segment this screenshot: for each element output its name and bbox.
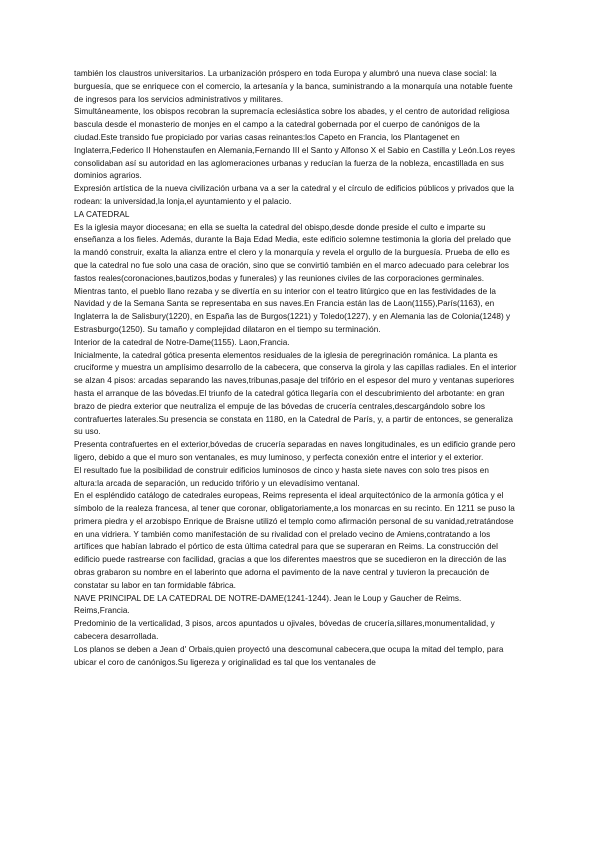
section-heading-catedral: LA CATEDRAL — [74, 209, 130, 219]
paragraph-iglesia-mayor: Es la iglesia mayor diocesana; en ella se suelta la catedral del obispo,desde donde preside el culto e imparte su enseñanza a los fieles. Además, durante la Baja Edad Media, este edificio solemne testimonia la gloria del prelado que la mandó construir, exalta la alianza entre el clero y la monarquía y revela el orgullo de la burguesía. Prueba de ello es que la catedral no fue solo una casa de oración, sino que se convirtió también en el marco adecuado para celebrar los fastos reales(coronaciones,bautizos,bodas y funerales) y las reuniones civiles de las corporaciones germinales. Mientras tanto, el pueblo llano rezaba y se divertía en su interior con el teatro litúrgico que en las festividades de la Navidad y de la Semana Santa se representaba en sus naves.En Francia están las de Laon(1155),París(1163), en Inglaterra la de Salisbury(1220), en España las de Burgos(1221) y Toledo(1227), y en Alemania las de Colonia(1248) y Estrasburgo(1250). Su tamaño y complejidad dilataron en el tiempo su terminación. — [74, 222, 511, 334]
paragraph-resultado: El resultado fue la posibilidad de construir edificios luminosos de cinco y hasta siete naves con solo tres pisos en altura:la arcada de separación, un reducido trifório y un elevadísimo ventanal. — [74, 465, 489, 488]
paragraph-contrafuertes: Presenta contrafuertes en el exterior,bóvedas de crucería separadas en naves longitudinales, es un edificio grande pero ligero, debido a que el muro son ventanales, es muy luminoso, y perfecta conexión entre el interior y el exterior. — [74, 440, 516, 462]
paragraph-planos: Los planos se deben a Jean d' Orbais,quien proyectó una descomunal cabecera,que ocupa la mitad del templo, para ubicar el coro de canónigos.Su ligereza y originalidad es tal que los ventanales de — [74, 644, 504, 667]
caption-nave-principal: NAVE PRINCIPAL DE LA CATEDRAL DE NOTRE-DAME(1241-1244). Jean le Loup y Gaucher de Reims. Reims,Francia. — [74, 593, 462, 616]
caption-laon: Interior de la catedral de Notre-Dame(1155). Laon,Francia. — [74, 337, 290, 347]
paragraph-inicialmente: Inicialmente, la catedral gótica presenta elementos residuales de la iglesia de peregrinación románica. La planta es cruciforme y muestra un amplísimo desarrollo de la cabecera, que conserva la girola y las capillas radiales. En el interior se alzan 4 pisos: arcadas separando las naves,tribunas,pasaje del trifório en el espesor del muro y ventanas superiores hasta el arranque de las bóvedas.El triunfo de la catedral gótica llegaría con el descubrimiento del arbotante: en gran brazo de piedra exterior que neutraliza el empuje de las bóvedas de crucería centrales,descargándolo sobre los contrafuertes laterales.Su presencia se constata en 1180, en la Catedral de París, y, a partir de entonces, se generaliza su uso. — [74, 350, 517, 437]
document-page — [74, 68, 518, 669]
paragraph-urbanizacion: también los claustros universitarios. La urbanización próspero en toda Europa y alumbró una nueva clase social: la burguesía, que se enriquece con el comercio, la artesanía y la banca, suministrando a la monarquía una notable fuente de ingresos para los servicios administrativos y militares. — [74, 69, 513, 104]
paragraph-expresion-artistica: Expresión artística de la nueva civilización urbana va a ser la catedral y el círculo de edificios públicos y privados que la rodean: la universidad,la lonja,el ayuntamiento y el palacio. — [74, 184, 514, 206]
paragraph-obispos: Simultáneamente, los obispos recobran la supremacía eclesiástica sobre los abades, y el centro de autoridad religiosa bascula desde el monasterio de monjes en el campo a la catedral gobernada por el cuerpo de canónigos de la ciudad.Este transido fue propiciado por varias casas reinantes:los Capeto en Francia, los Plantagenet en Inglaterra,Federico II Hohenstaufen en Alemania,Fernando III el Santo y Alfonso X el Sabio en Castilla y León.Los reyes consolidaban así su autoridad en las aglomeraciones urbanas y reducían la fuerza de la nobleza, encastillada en sus dominios agrarios. — [74, 107, 516, 181]
paragraph-predominio: Predominio de la verticalidad, 3 pisos, arcos apuntados u ojivales, bóvedas de crucería,sillares,monumentalidad, y cabecera desarrollada. — [74, 619, 495, 642]
paragraph-reims: En el espléndido catálogo de catedrales europeas, Reims representa el ideal arquitectónico de la armonía gótica y el símbolo de la realeza francesa, al tener que coronar, obligatoriamente,a los monarcas en su recinto. En 1211 se puso la primera piedra y el arzobispo Enrique de Braisne utilizó el templo como afirmación personal de su vanidad,retratándose en una vidriera. Y también como manifestación de su rivalidad con el prelado vecino de Amiens,contratando a los artífices que habían labrado el pórtico de esta última catedral para que se superaran en Reims. La construcción del edificio puede rastrearse con facilidad, gracias a que los diferentes maestros que se sucedieron en la dirección de las obras grabaron su nombre en el laberinto que adorna el pavimento de la nave central y tuvieron la precaución de constatar su labor en tan formidable fábrica. — [74, 491, 515, 590]
